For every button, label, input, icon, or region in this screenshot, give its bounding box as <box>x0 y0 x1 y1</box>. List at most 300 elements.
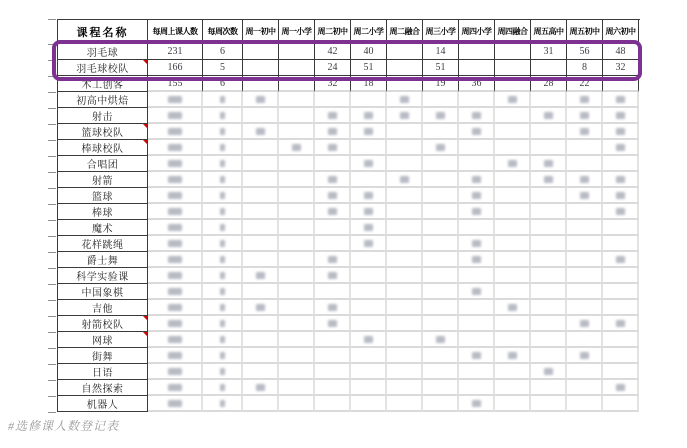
table-cell <box>567 300 603 316</box>
table-cell <box>148 92 203 108</box>
table-cell <box>279 284 315 300</box>
blurred-value <box>168 288 182 295</box>
table-cell <box>279 108 315 124</box>
table-cell <box>387 348 423 364</box>
blurred-value <box>364 112 373 119</box>
table-cell <box>495 348 531 364</box>
table-cell <box>315 268 351 284</box>
gridline-stub <box>48 156 56 157</box>
blurred-value <box>472 208 481 215</box>
blurred-value <box>220 256 225 263</box>
blurred-value <box>168 224 182 231</box>
table-cell <box>459 44 495 60</box>
table-cell <box>567 252 603 268</box>
table-cell <box>459 220 495 236</box>
table-cell <box>148 108 203 124</box>
table-cell <box>459 188 495 204</box>
table-cell <box>387 188 423 204</box>
gridline-stub <box>48 220 56 221</box>
table-cell <box>203 300 243 316</box>
blurred-value <box>220 192 225 199</box>
table-cell: 32 <box>603 60 639 76</box>
comment-indicator-icon <box>143 140 147 144</box>
table-cell <box>279 268 315 284</box>
table-cell <box>459 332 495 348</box>
table-cell <box>423 220 459 236</box>
table-cell <box>203 108 243 124</box>
table-cell <box>315 380 351 396</box>
blurred-value <box>580 192 589 199</box>
blurred-value <box>616 112 625 119</box>
table-cell <box>387 140 423 156</box>
table-cell <box>351 124 387 140</box>
table-cell <box>243 348 279 364</box>
blurred-value <box>328 256 337 263</box>
table-cell <box>495 396 531 412</box>
blurred-value <box>168 176 182 183</box>
course-name-cell: 中国象棋 <box>58 284 148 300</box>
blurred-value <box>328 144 337 151</box>
blurred-value <box>220 368 225 375</box>
table-cell <box>423 316 459 332</box>
table-cell <box>315 172 351 188</box>
table-cell <box>459 204 495 220</box>
column-header: 周五高中 <box>531 20 567 44</box>
table-cell <box>243 172 279 188</box>
blurred-value <box>364 208 373 215</box>
blurred-value <box>220 96 225 103</box>
blurred-value <box>580 352 589 359</box>
table-cell <box>603 124 639 140</box>
blurred-value <box>580 128 589 135</box>
table-cell: 56 <box>567 44 603 60</box>
blurred-value <box>472 240 481 247</box>
column-header: 每周次数 <box>203 20 243 44</box>
column-header: 周二小学 <box>351 20 387 44</box>
blurred-value <box>616 128 625 135</box>
table-cell: 231 <box>148 44 203 60</box>
table-cell <box>459 364 495 380</box>
table-cell <box>495 188 531 204</box>
table-cell <box>243 92 279 108</box>
table-row <box>58 172 640 188</box>
comment-indicator-icon <box>143 124 147 128</box>
table-cell: 32 <box>315 76 351 92</box>
blurred-value <box>168 304 182 311</box>
column-header: 周二融合 <box>387 20 423 44</box>
table-cell: 40 <box>351 44 387 60</box>
table-cell <box>567 348 603 364</box>
column-header-course-name: 课程名称 <box>58 20 148 44</box>
table-cell <box>279 300 315 316</box>
table-row <box>58 348 640 364</box>
table-cell <box>203 348 243 364</box>
table-cell <box>279 76 315 92</box>
table-cell <box>243 188 279 204</box>
blurred-value <box>168 352 182 359</box>
blurred-value <box>220 224 225 231</box>
table-cell <box>495 124 531 140</box>
table-cell <box>203 364 243 380</box>
table-cell <box>148 316 203 332</box>
table-cell <box>148 300 203 316</box>
blurred-value <box>544 368 553 375</box>
table-cell <box>603 156 639 172</box>
blurred-value <box>168 400 182 407</box>
table-cell <box>279 380 315 396</box>
blurred-value <box>168 256 182 263</box>
table-cell <box>495 316 531 332</box>
blurred-value <box>168 336 182 343</box>
table-cell <box>531 316 567 332</box>
table-cell <box>531 172 567 188</box>
blurred-value <box>472 256 481 263</box>
table-cell <box>315 300 351 316</box>
column-header: 周四小学 <box>459 20 495 44</box>
table-cell <box>387 204 423 220</box>
blurred-value <box>616 144 625 151</box>
gridline-stub <box>48 236 56 237</box>
blurred-value <box>616 320 625 327</box>
table-cell <box>243 396 279 412</box>
table-cell <box>423 172 459 188</box>
table-row <box>58 220 640 236</box>
gridline-stub <box>48 188 56 189</box>
gridline-stub <box>48 172 56 173</box>
blurred-value <box>256 128 265 135</box>
table-cell <box>279 204 315 220</box>
table-row <box>58 396 640 412</box>
table-cell <box>148 220 203 236</box>
blurred-value <box>400 96 409 103</box>
gridline-stub <box>48 364 56 365</box>
table-cell <box>423 268 459 284</box>
table-cell <box>387 300 423 316</box>
table-cell: 6 <box>203 44 243 60</box>
table-cell <box>315 284 351 300</box>
table-cell <box>531 364 567 380</box>
table-cell <box>423 252 459 268</box>
table-cell <box>279 140 315 156</box>
table-row <box>58 60 640 76</box>
table-cell: 48 <box>603 44 639 60</box>
table-cell <box>495 60 531 76</box>
table-cell <box>603 252 639 268</box>
table-cell <box>203 252 243 268</box>
table-cell <box>459 236 495 252</box>
table-cell <box>351 396 387 412</box>
table-cell <box>531 380 567 396</box>
course-name-cell: 爵士舞 <box>58 252 148 268</box>
blurred-value <box>220 304 225 311</box>
blurred-value <box>364 128 373 135</box>
blurred-value <box>328 128 337 135</box>
course-name-cell: 街舞 <box>58 348 148 364</box>
table-cell <box>495 236 531 252</box>
table-cell <box>495 284 531 300</box>
table-cell <box>387 332 423 348</box>
table-cell <box>567 156 603 172</box>
table-cell <box>387 396 423 412</box>
table-cell <box>387 92 423 108</box>
table-cell <box>148 236 203 252</box>
table-cell <box>243 140 279 156</box>
gridline-stub <box>48 268 56 269</box>
blurred-value <box>508 96 517 103</box>
blurred-value <box>472 176 481 183</box>
course-name-cell: 射击 <box>58 108 148 124</box>
table-cell <box>351 364 387 380</box>
table-cell <box>459 348 495 364</box>
table-cell <box>567 124 603 140</box>
table-cell <box>423 236 459 252</box>
blurred-value <box>220 112 225 119</box>
table-row <box>58 268 640 284</box>
table-header-row <box>58 20 640 44</box>
table-cell <box>495 380 531 396</box>
table-cell <box>243 332 279 348</box>
blurred-value <box>328 320 337 327</box>
table-cell <box>148 252 203 268</box>
course-name-cell: 篮球校队 <box>58 124 148 140</box>
blurred-value <box>328 176 337 183</box>
table-cell <box>279 188 315 204</box>
table-cell <box>531 236 567 252</box>
blurred-value <box>616 96 625 103</box>
table-cell <box>387 284 423 300</box>
table-cell <box>315 108 351 124</box>
table-cell <box>315 188 351 204</box>
table-cell <box>387 156 423 172</box>
course-name-cell: 羽毛球 <box>58 44 148 60</box>
blurred-value <box>220 400 225 407</box>
table-cell <box>567 188 603 204</box>
table-cell <box>387 268 423 284</box>
table-cell <box>495 220 531 236</box>
table-cell <box>567 380 603 396</box>
blurred-value <box>400 112 409 119</box>
table-cell <box>351 92 387 108</box>
table-cell <box>531 188 567 204</box>
table-cell: 6 <box>203 76 243 92</box>
table-cell: 8 <box>567 60 603 76</box>
table-cell <box>203 172 243 188</box>
table-cell <box>603 316 639 332</box>
table-cell <box>495 92 531 108</box>
table-cell <box>315 396 351 412</box>
blurred-value <box>364 160 373 167</box>
table-cell <box>203 156 243 172</box>
table-cell <box>531 300 567 316</box>
gridline-stub <box>48 76 56 77</box>
table-cell <box>567 396 603 412</box>
table-cell <box>351 188 387 204</box>
table-cell <box>423 204 459 220</box>
blurred-value <box>220 240 225 247</box>
table-cell <box>603 284 639 300</box>
table-cell <box>603 188 639 204</box>
table-cell <box>315 92 351 108</box>
table-cell <box>203 204 243 220</box>
course-table <box>57 19 640 412</box>
gridline-stub <box>48 44 56 45</box>
table-row <box>58 252 640 268</box>
table-cell <box>243 268 279 284</box>
course-name-cell: 棒球 <box>58 204 148 220</box>
blurred-value <box>328 272 337 279</box>
table-cell <box>315 332 351 348</box>
table-cell <box>387 364 423 380</box>
blurred-value <box>292 144 301 151</box>
gridline-stub <box>48 124 56 125</box>
table-cell <box>495 364 531 380</box>
table-cell <box>148 268 203 284</box>
table-cell <box>279 156 315 172</box>
table-cell <box>567 236 603 252</box>
table-row <box>58 300 640 316</box>
table-cell <box>351 172 387 188</box>
table-cell <box>387 44 423 60</box>
blurred-value <box>436 336 445 343</box>
table-cell <box>459 108 495 124</box>
table-cell <box>148 188 203 204</box>
blurred-value <box>508 160 517 167</box>
blurred-value <box>168 384 182 391</box>
table-cell <box>423 364 459 380</box>
table-cell <box>203 220 243 236</box>
table-cell <box>351 268 387 284</box>
table-cell <box>495 268 531 284</box>
comment-indicator-icon <box>143 316 147 320</box>
course-name-cell: 射箭 <box>58 172 148 188</box>
table-cell: 31 <box>531 44 567 60</box>
blurred-value <box>328 304 337 311</box>
table-cell <box>148 124 203 140</box>
table-cell <box>459 284 495 300</box>
table-cell <box>603 204 639 220</box>
table-cell <box>279 364 315 380</box>
table-cell <box>315 140 351 156</box>
course-name-cell: 木工创客 <box>58 76 148 92</box>
blurred-value <box>220 336 225 343</box>
gridline-stub <box>48 140 56 141</box>
table-cell <box>148 140 203 156</box>
table-cell <box>459 172 495 188</box>
course-name-cell: 魔术 <box>58 220 148 236</box>
table-cell <box>567 204 603 220</box>
table-cell <box>603 348 639 364</box>
table-row <box>58 380 640 396</box>
table-cell <box>531 396 567 412</box>
table-cell <box>351 316 387 332</box>
table-cell <box>315 236 351 252</box>
table-cell <box>423 300 459 316</box>
table-cell <box>567 140 603 156</box>
table-cell <box>148 364 203 380</box>
gridline-stub <box>48 332 56 333</box>
gridline-stub <box>48 412 56 413</box>
blurred-value <box>328 192 337 199</box>
table-cell <box>148 172 203 188</box>
blurred-value <box>580 96 589 103</box>
table-cell <box>279 124 315 140</box>
table-cell <box>423 188 459 204</box>
table-cell <box>279 60 315 76</box>
comment-indicator-icon <box>143 60 147 64</box>
blurred-value <box>472 128 481 135</box>
gridline-stub <box>48 380 56 381</box>
table-cell <box>459 140 495 156</box>
table-cell <box>315 124 351 140</box>
column-header: 每周上课人数 <box>148 20 203 44</box>
table-cell <box>203 124 243 140</box>
blurred-value <box>220 352 225 359</box>
table-cell <box>351 348 387 364</box>
table-cell <box>459 60 495 76</box>
blurred-value <box>616 256 625 263</box>
blurred-value <box>220 208 225 215</box>
table-cell <box>567 332 603 348</box>
table-cell <box>148 396 203 412</box>
table-cell <box>351 156 387 172</box>
table-cell <box>351 204 387 220</box>
table-cell <box>459 380 495 396</box>
table-cell <box>387 108 423 124</box>
table-cell <box>603 140 639 156</box>
table-cell <box>567 284 603 300</box>
table-cell <box>203 236 243 252</box>
table-cell <box>315 156 351 172</box>
blurred-value <box>364 240 373 247</box>
blurred-value <box>616 208 625 215</box>
course-name-cell: 吉他 <box>58 300 148 316</box>
table-cell: 36 <box>459 76 495 92</box>
image-caption: #选修课人数登记表 <box>8 419 120 433</box>
blurred-value <box>616 384 625 391</box>
table-cell <box>459 300 495 316</box>
table-cell <box>279 252 315 268</box>
table-cell <box>387 220 423 236</box>
table-cell <box>315 220 351 236</box>
table-cell <box>203 316 243 332</box>
table-cell <box>148 204 203 220</box>
table-cell <box>315 348 351 364</box>
course-name-cell: 自然探索 <box>58 380 148 396</box>
blurred-value <box>220 288 225 295</box>
table-cell <box>423 380 459 396</box>
blurred-value <box>168 112 182 119</box>
table-cell: 155 <box>148 76 203 92</box>
blurred-value <box>580 320 589 327</box>
course-name-cell: 初高中烘焙 <box>58 92 148 108</box>
table-cell <box>603 268 639 284</box>
blurred-value <box>436 144 445 151</box>
table-row <box>58 284 640 300</box>
table-cell <box>387 76 423 92</box>
table-cell <box>279 92 315 108</box>
table-cell <box>203 268 243 284</box>
table-cell <box>387 252 423 268</box>
table-cell <box>423 348 459 364</box>
course-name-cell: 花样跳绳 <box>58 236 148 252</box>
blurred-value <box>168 368 182 375</box>
table-cell <box>495 76 531 92</box>
table-cell <box>603 396 639 412</box>
blurred-value <box>508 304 517 311</box>
gridline-stub <box>48 348 56 349</box>
table-cell <box>603 380 639 396</box>
table-cell <box>603 364 639 380</box>
